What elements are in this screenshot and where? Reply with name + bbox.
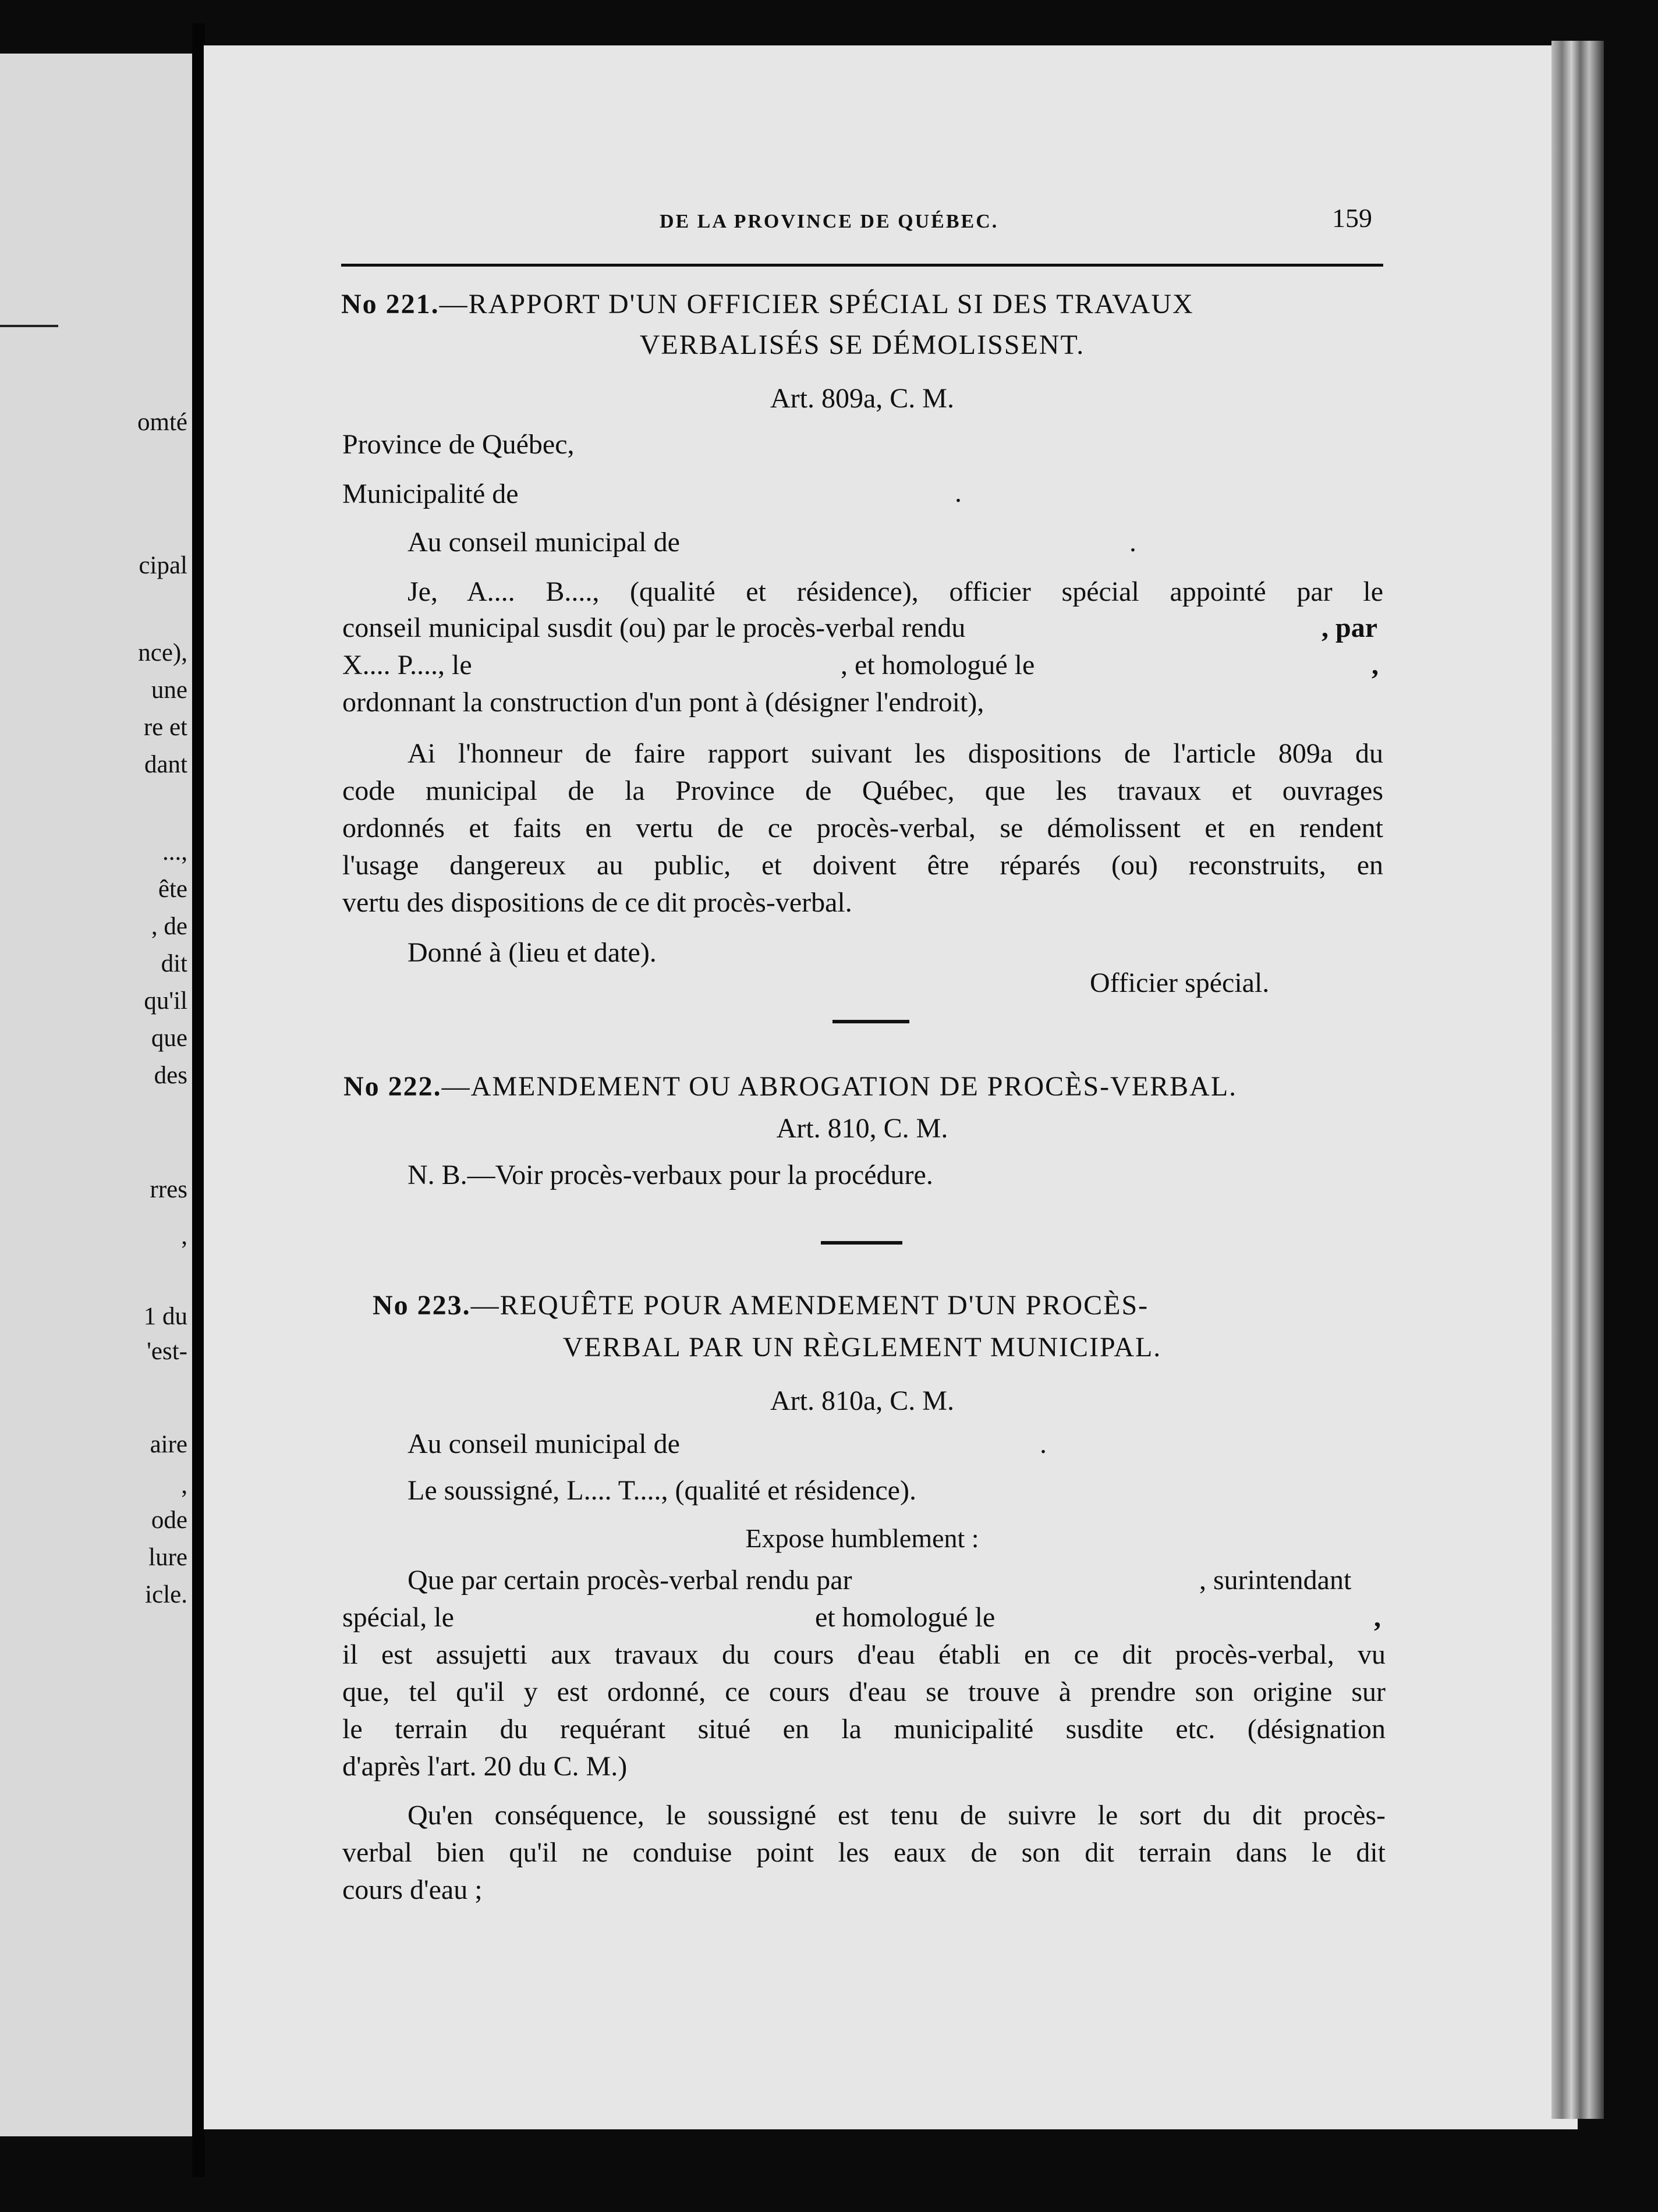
form-223-expose: Expose humblement : (745, 1523, 979, 1553)
form-221-report-line: l'usage dangereux au public, et doivent être réparés (ou) reconstruits, en (342, 850, 1383, 881)
form-221-number: No 221. (341, 289, 440, 320)
form-221-title-line1: —RAPPORT D'UN OFFICIER SPÉCIAL SI DES TRAVAUX (439, 289, 1194, 320)
form-222-note: N. B.—Voir procès-verbaux pour la procédure. (408, 1160, 933, 1190)
form-221-body-line: Je, A.... B...., (qualité et résidence), officier spécial appointé par le (408, 576, 1383, 607)
facing-page-fragment: aire (150, 1431, 187, 1458)
facing-page-fragment: rres (150, 1176, 187, 1203)
facing-page-fragment: une (151, 676, 187, 704)
book-gutter (192, 23, 205, 2177)
form-223-title-line2: VERBAL PAR UN RÈGLEMENT MUNICIPAL. (562, 1332, 1162, 1363)
facing-page-fragment: dit (161, 950, 187, 977)
form-221-report-line: Ai l'honneur de faire rapport suivant les dispositions de l'article 809a du (408, 738, 1383, 769)
facing-page-fragment: dant (144, 751, 187, 778)
facing-page-fragment: cipal (139, 552, 187, 579)
form-223-para1-line: que, tel qu'il y est ordonné, ce cours d'eau se trouve à prendre son origine sur (342, 1676, 1386, 1707)
form-221-signature: Officier spécial. (1090, 967, 1270, 998)
blank-dot: . (1129, 527, 1136, 558)
form-221-given-at: Donné à (lieu et date). (408, 937, 657, 968)
form-221-body-line: ordonnant la construction d'un pont à (désigner l'endroit), (342, 687, 984, 718)
form-221-body-line: , et homologué le (841, 650, 1035, 680)
form-221-heading (341, 288, 1383, 321)
facing-page-fragment: 'est- (147, 1338, 187, 1365)
form-221-body-line: conseil municipal susdit (ou) par le procès-verbal rendu (342, 612, 966, 643)
form-223-para1-line: le terrain du requérant situé en la municipalité susdite etc. (désignation (342, 1714, 1386, 1745)
form-222-article: Art. 810, C. M. (776, 1113, 948, 1144)
form-223-para1-line: , surintendant (1199, 1565, 1352, 1596)
form-221-report-line: code municipal de la Province de Québec, que les travaux et ouvrages (342, 775, 1383, 806)
form-223-para1-line: Que par certain procès-verbal rendu par (408, 1565, 852, 1596)
form-223-number: No 223. (373, 1290, 471, 1321)
form-223-article: Art. 810a, C. M. (770, 1385, 954, 1416)
form-221-body-line: , par (1322, 612, 1377, 643)
facing-page (0, 54, 192, 2136)
running-title: DE LA PROVINCE DE QUÉBEC. (660, 211, 999, 232)
form-221-title-line2: VERBALISÉS SE DÉMOLISSENT. (639, 329, 1085, 360)
facing-page-fragment: , de (151, 913, 187, 940)
form-223-heading (373, 1289, 1356, 1323)
section-divider (821, 1241, 902, 1245)
form-221-address: Au conseil municipal de (408, 527, 680, 558)
form-221-body-line: , (1372, 650, 1379, 680)
facing-page-fragment: re et (143, 714, 187, 741)
facing-page-fragment: 1 du (143, 1303, 187, 1330)
facing-page-fragment: nce), (138, 639, 187, 667)
form-221-article: Art. 809a, C. M. (770, 383, 954, 414)
facing-page-fragment: des (154, 1062, 187, 1089)
header-rule (341, 264, 1383, 267)
form-223-para2-line: Qu'en conséquence, le soussigné est tenu de suivre le sort du dit procès- (408, 1800, 1386, 1831)
form-223-para1-line: spécial, le (342, 1602, 454, 1633)
form-221-municipality: Municipalité de (342, 478, 519, 509)
form-222-heading (343, 1070, 1383, 1104)
facing-page-fragment: icle. (145, 1581, 187, 1608)
form-223-para2-line: verbal bien qu'il ne conduise point les eaux de son dit terrain dans le dit (342, 1837, 1386, 1868)
form-222-title: —AMENDEMENT OU ABROGATION DE PROCÈS-VERBAL. (441, 1071, 1238, 1102)
facing-page-rule (0, 325, 58, 327)
facing-page-fragment: , (181, 1222, 187, 1250)
facing-page-fragment: ..., (162, 838, 187, 866)
form-222-number: No 222. (343, 1071, 442, 1102)
facing-page-fragment: , (181, 1472, 187, 1499)
form-221-report-line: vertu des dispositions de ce dit procès-verbal. (342, 887, 852, 918)
blank-dot: . (1040, 1428, 1047, 1459)
facing-page-fragment: ode (151, 1506, 187, 1534)
page-number: 159 (1332, 203, 1372, 233)
form-223-para2-line: cours d'eau ; (342, 1874, 483, 1905)
facing-page-fragment: lure (148, 1544, 187, 1571)
facing-page-fragment: ête (158, 875, 187, 903)
form-221-report-line: ordonnés et faits en vertu de ce procès-verbal, se démolissent et en rendent (342, 813, 1383, 843)
facing-page-fragment: qu'il (144, 987, 187, 1015)
facing-page-fragment: omté (137, 409, 187, 436)
blank-dot: . (955, 477, 962, 508)
section-divider (832, 1020, 909, 1023)
form-223-address: Au conseil municipal de (408, 1428, 680, 1459)
form-223-para1-line: et homologué le (815, 1602, 995, 1633)
form-223-para1-line: , (1374, 1602, 1381, 1633)
form-221-body-line: X.... P...., le (342, 650, 472, 680)
facing-page-fragment: que (151, 1025, 187, 1052)
form-223-para1-line: il est assujetti aux travaux du cours d'eau établi en ce dit procès-verbal, vu (342, 1639, 1386, 1670)
page-edge-stack (1551, 41, 1604, 2119)
form-223-undersigned: Le soussigné, L.... T...., (qualité et résidence). (408, 1475, 916, 1506)
form-223-para1-line: d'après l'art. 20 du C. M.) (342, 1751, 628, 1782)
form-221-province: Province de Québec, (342, 429, 575, 460)
form-223-title-line1: —REQUÊTE POUR AMENDEMENT D'UN PROCÈS- (470, 1290, 1149, 1321)
